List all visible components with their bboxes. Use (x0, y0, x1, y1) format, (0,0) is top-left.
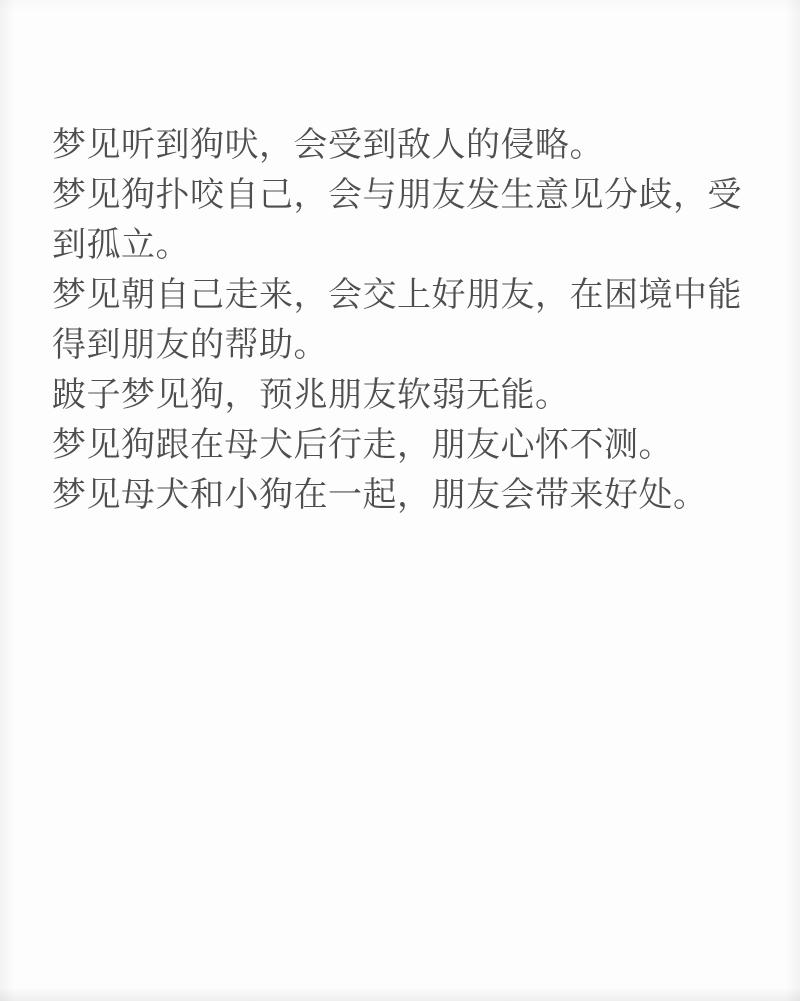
text-line-5: 得到朋友的帮助。 (52, 326, 328, 364)
text-line-4: 梦见朝自己走来，会交上好朋友，在困境中能 (52, 276, 742, 314)
text-line-1: 梦见听到狗吠，会受到敌人的侵略。 (52, 126, 604, 164)
dream-interpretation-text (52, 120, 772, 520)
text-line-8: 梦见母犬和小狗在一起，朋友会带来好处。 (52, 476, 708, 514)
text-line-2: 梦见狗扑咬自己，会与朋友发生意见分歧，受 (52, 176, 742, 214)
text-line-3: 到孤立。 (52, 226, 190, 264)
text-line-7: 梦见狗跟在母犬后行走，朋友心怀不测。 (52, 426, 673, 464)
text-line-6: 跛子梦见狗，预兆朋友软弱无能。 (52, 376, 570, 414)
